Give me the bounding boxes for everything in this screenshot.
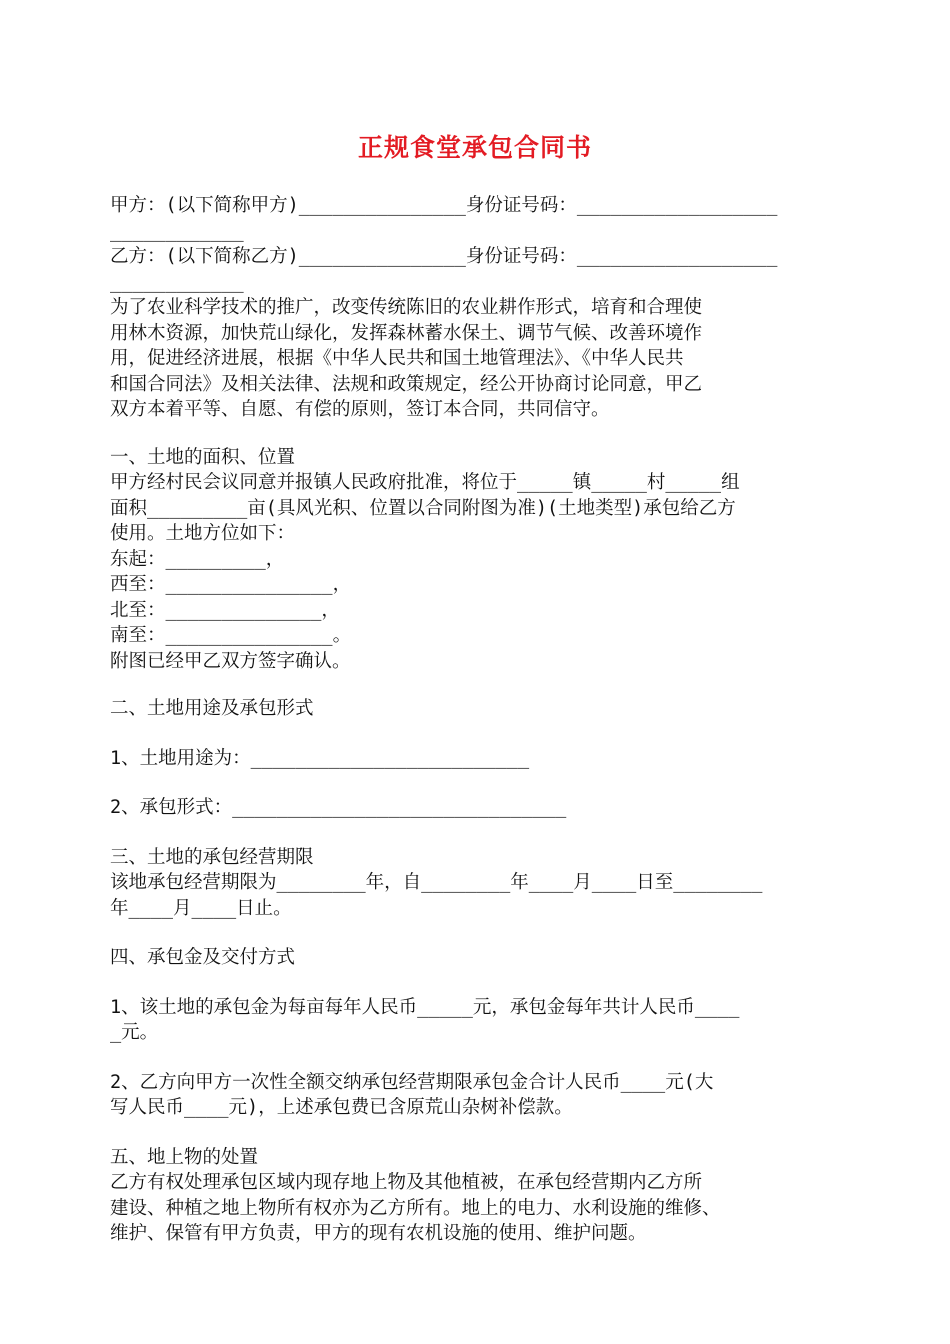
clause-line: _元。 (110, 1022, 159, 1043)
paragraph-line: 使用。土地方位如下： (110, 523, 296, 544)
clause-line: 2、承包形式：______________________________ (110, 797, 567, 818)
paragraph-line: 附图已经甲乙双方签字确认。 (110, 650, 351, 672)
paragraph-line: 维护、保管有甲方负责，甲方的现有农机设施的使用、维护问题。 (110, 1223, 647, 1244)
preamble-line: 用林木资源，加快荒山绿化，发挥森林蓄水保土、调节气候、改善环境作 (110, 322, 703, 344)
boundary-west: 西至：_______________， (110, 574, 352, 595)
paragraph-line: 年____月____日止。 (110, 897, 292, 919)
preamble-line: 双方本着平等、自愿、有偿的原则，签订本合同，共同信守。 (110, 399, 610, 420)
preamble-line: 和国合同法》及相关法律、法规和政策规定，经公开协商讨论同意，甲乙 (110, 373, 703, 395)
paragraph-line: 乙方有权处理承包区域内现存地上物及其他植被，在承包经营期内乙方所 (110, 1172, 703, 1193)
boundary-south: 南至：_______________。 (110, 625, 352, 646)
section-heading: 四、承包金及交付方式 (110, 947, 296, 968)
section-heading: 五、地上物的处置 (110, 1146, 259, 1168)
document-title: 正规食堂承包合同书 (357, 133, 592, 162)
document-body (110, 193, 845, 1247)
party-b-line-cont: ____________ (110, 271, 244, 293)
boundary-north: 北至：______________， (110, 599, 340, 621)
section-heading: 二、土地用途及承包形式 (110, 698, 314, 719)
clause-line: 写人民币____元)，上述承包费已含原荒山杂树补偿款。 (110, 1097, 573, 1118)
clause-line: 2、乙方向甲方一次性全额交纳承包经营期限承包金合计人民币____元(大 (110, 1071, 714, 1093)
clause-line: 1、土地用途为：_________________________ (110, 747, 530, 769)
party-a-line: 甲方：(以下简称甲方)_______________身份证号码：__________________ (110, 195, 778, 216)
boundary-east: 东起：_________， (110, 548, 285, 570)
paragraph-line: 该地承包经营期限为________年，自________年____月____日至________ (110, 872, 763, 893)
section-heading: 一、土地的面积、位置 (110, 446, 296, 468)
party-b-line: 乙方：(以下简称乙方)_______________身份证号码：__________________ (110, 246, 778, 267)
section-heading: 三、土地的承包经营期限 (110, 846, 314, 868)
paragraph-line: 甲方经村民会议同意并报镇人民政府批准，将位于_____镇_____村_____组 (110, 472, 740, 493)
paragraph-line: 建设、种植之地上物所有权亦为乙方所有。地上的电力、水利设施的维修、 (110, 1197, 721, 1219)
party-a-line-cont: ____________ (110, 220, 244, 242)
preamble-line: 用，促进经济进展，根据《中华人民共和国土地管理法》、《中华人民共 (110, 348, 684, 369)
clause-line: 1、该土地的承包金为每亩每年人民币_____元，承包金每年共计人民币____ (110, 996, 740, 1018)
paragraph-line: 面积_________亩(具风光积、位置以合同附图为准)(土地类型)承包给乙方 (110, 497, 736, 519)
preamble-line: 为了农业科学技术的推广，改变传统陈旧的农业耕作形式，培育和合理使 (110, 297, 703, 318)
